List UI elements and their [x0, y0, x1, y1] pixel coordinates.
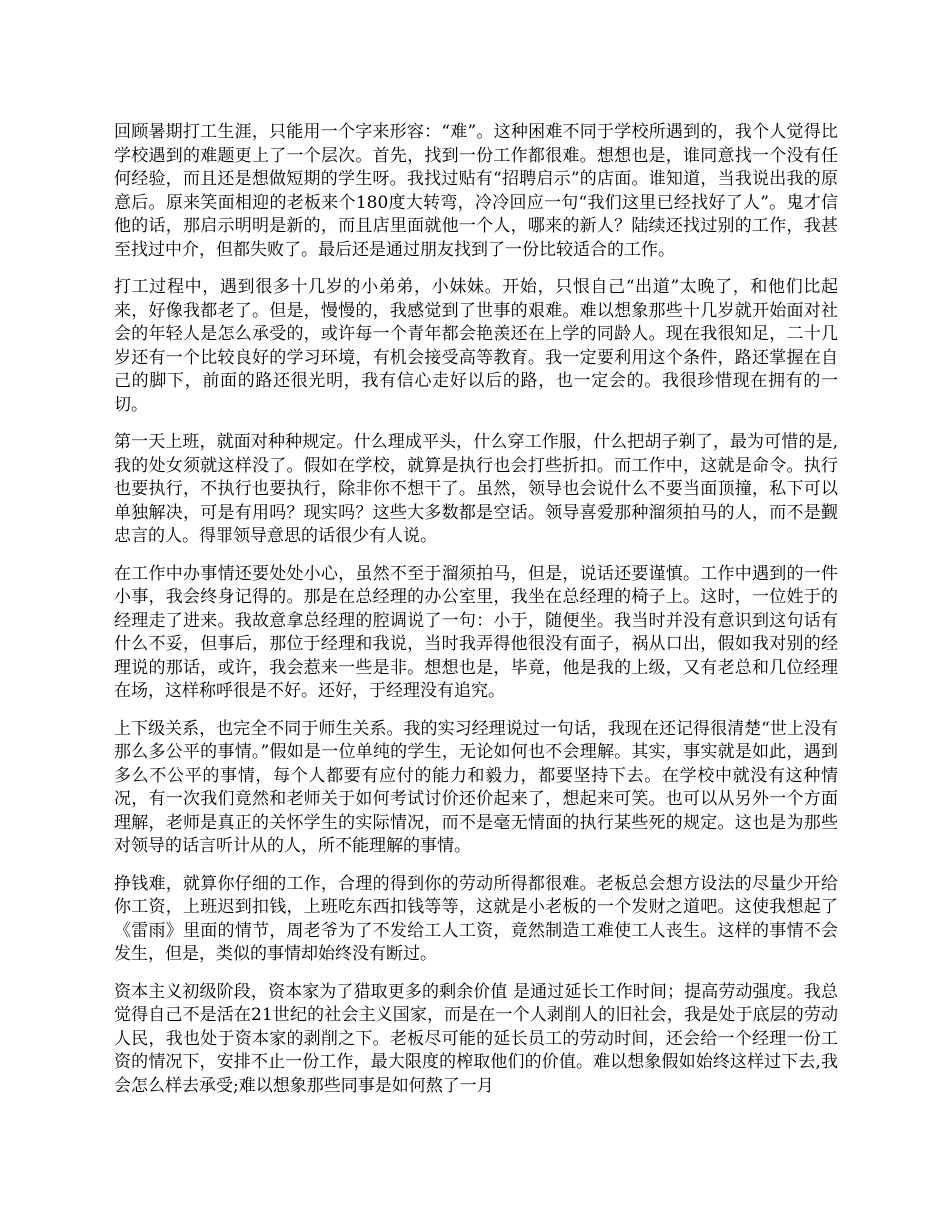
paragraph-5: 上下级关系，也完全不同于师生关系。我的实习经理说过一句话，我现在还记得很清楚“世上没有那么多公平的事情。”假如是一位单纯的学生，无论如何也不会理解。其实，事实就是如此，遇到多么不公平的事情，每个人都要有应付的能力和毅力，都要坚持下去。在学校中就没有这种情况，有一次我们竟然和老师关于如何考试讨价还价起来了，想起来可笑。也可以从另外一个方面理解，老师是真正的关怀学生的实际情况，而不是毫无情面的执行某些死的规定。这也是为那些对领导的话言听计从的人，所不能理解的事情。 [114, 718, 838, 856]
document-body [114, 121, 838, 1112]
paragraph-1: 回顾暑期打工生涯，只能用一个字来形容：“难”。这种困难不同于学校所遇到的，我个人觉得比学校遇到的难题更上了一个层次。首先，找到一份工作都很难。想想也是，谁同意找一个没有任何经验，而且还是想做短期的学生呀。我找过贴有“招聘启示”的店面。谁知道，当我说出我的原意后。原来笑面相迎的老板来个180度大转弯，冷冷回应一句“我们这里已经找好了人”。鬼才信他的话，那启示明明是新的，而且店里面就他一个人，哪来的新人？陆续还找过别的工作，我甚至找过中介，但都失败了。最后还是通过朋友找到了一份比较适合的工作。 [114, 122, 838, 260]
paragraph-6: 挣钱难，就算你仔细的工作，合理的得到你的劳动所得都很难。老板总会想方设法的尽量少开给你工资，上班迟到扣钱，上班吃东西扣钱等等，这就是小老板的一个发财之道吧。这使我想起了《雷雨》里面的情节，周老爷为了不发给工人工资，竟然制造工难使工人丧生。这样的事情不会发生，但是，类似的事情却始终没有断过。 [114, 873, 838, 964]
paragraph-7: 资本主义初级阶段，资本家为了猎取更多的剩余价值 是通过延长工作时间；提高劳动强度。我总觉得自己不是活在21世纪的社会主义国家，而是在一个人剥削人的旧社会，我是处于底层的劳动人民，我也处于资本家的剥削之下。老板尽可能的延长员工的劳动时间，还会给一个经理一份工资的情况下，安排不止一份工作，最大限度的榨取他们的价值。难以想象假如始终这样过下去,我会怎么样去承受;难以想象那些同事是如何熬了一月 [114, 981, 838, 1096]
paragraph-3: 第一天上班，就面对种种规定。什么理成平头，什么穿工作服，什么把胡子剃了，最为可惜的是,我的处女须就这样没了。假如在学校，就算是执行也会打些折扣。而工作中，这就是命令。执行也要执行，不执行也要执行，除非你不想干了。虽然，领导也会说什么不要当面顶撞，私下可以单独解决，可是有用吗？现实吗？这些大多数都是空话。领导喜爱那种溜须拍马的人，而不是觐忠言的人。得罪领导意思的话很少有人说。 [114, 432, 838, 546]
paragraph-4: 在工作中办事情还要处处小心，虽然不至于溜须拍马，但是，说话还要谨慎。工作中遇到的一件小事，我会终身记得的。那是在总经理的办公室里，我坐在总经理的椅子上。这时，一位姓于的经理走了进来。我故意拿总经理的腔调说了一句：小于，随便坐。我当时并没有意识到这句话有什么不妥，但事后，那位于经理和我说，当时我弄得他很没有面子，祸从口出，假如我对别的经理说的那话，或许，我会惹来一些是非。想想也是，毕竟，他是我的上级，又有老总和几位经理在场，这样称呼很是不好。还好，于经理没有追究。 [114, 563, 838, 701]
paragraph-2: 打工过程中，遇到很多十几岁的小弟弟，小妹妹。开始，只恨自己“出道”太晚了，和他们比起来，好像我都老了。但是，慢慢的，我感觉到了世事的艰难。难以想象那些十几岁就开始面对社会的年轻人是怎么承受的，或许每一个青年都会艳羡还在上学的同龄人。现在我很知足，二十几岁还有一个比较良好的学习环境，有机会接受高等教育。我一定要利用这个条件，路还掌握在自己的脚下，前面的路还很光明，我有信心走好以后的路，也一定会的。我很珍惜现在拥有的一切。 [114, 277, 838, 415]
